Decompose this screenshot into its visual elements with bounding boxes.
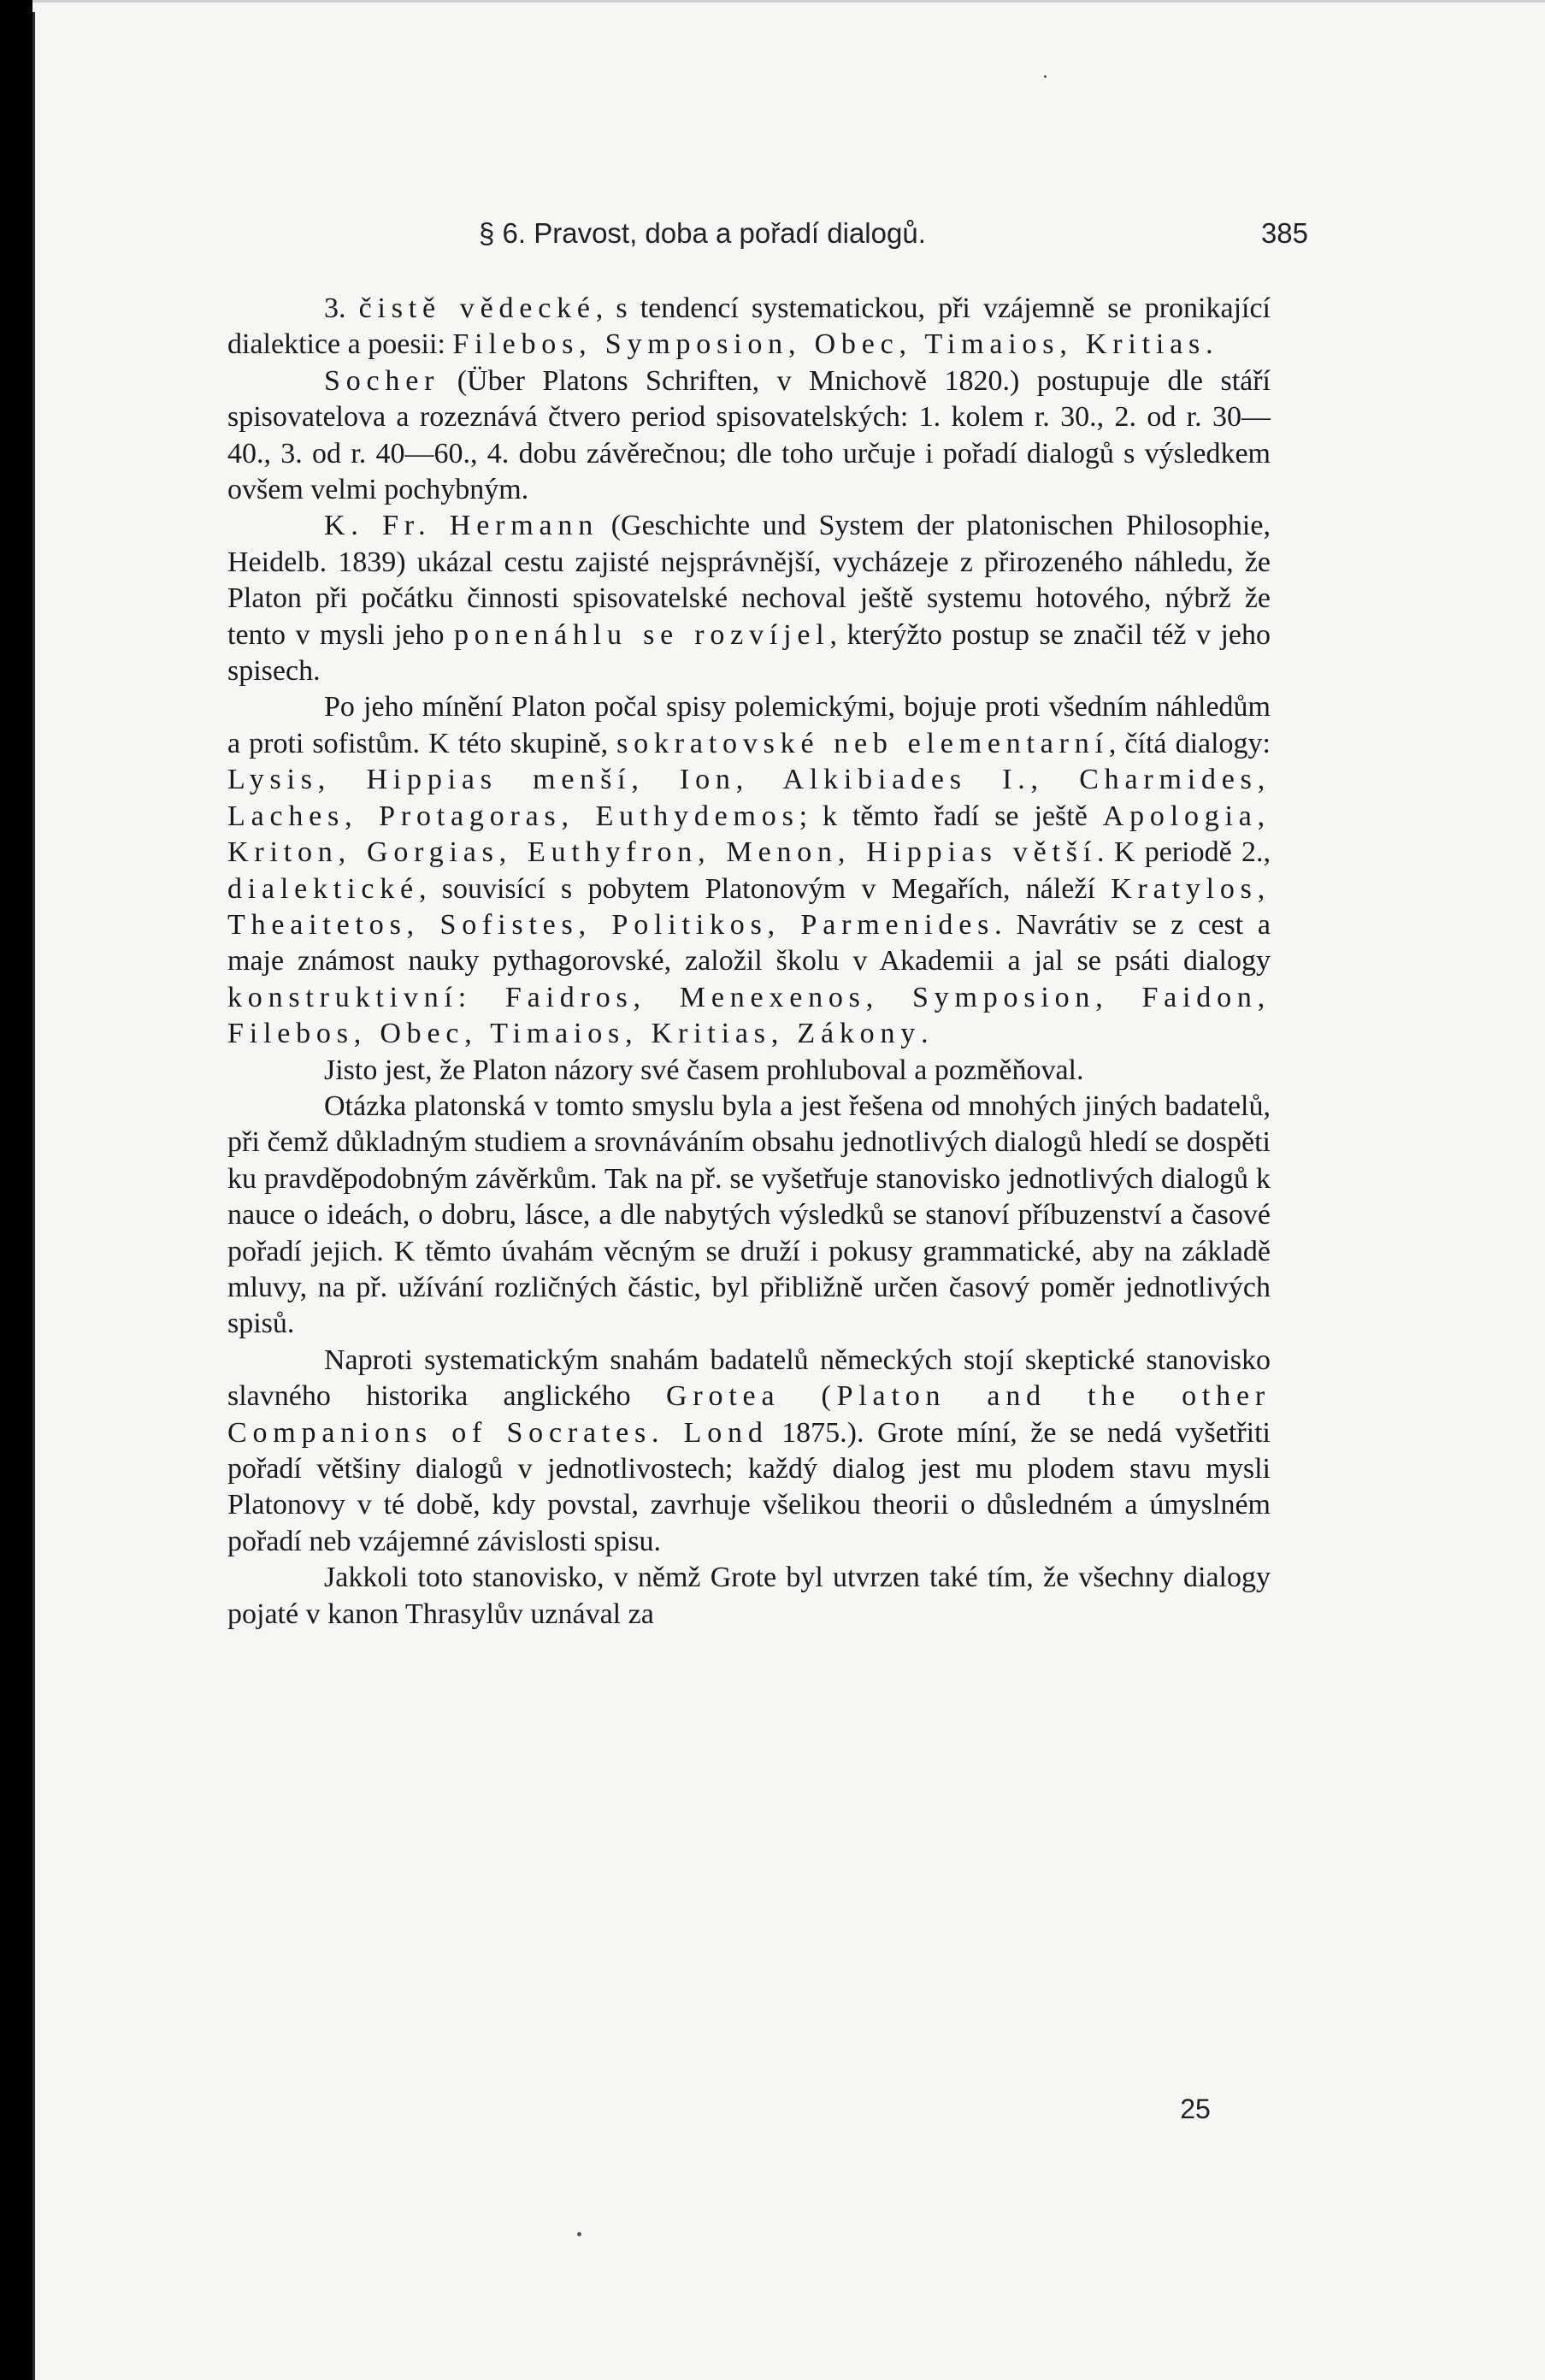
text-run: 3. bbox=[324, 292, 359, 324]
text-run: . bbox=[921, 1018, 929, 1050]
spaced-emphasis-text: Kratylos, Theaitetos, Sofistes, Politikos, Parmenides bbox=[227, 872, 1271, 941]
text-run: ; k těmto řadí se ještě bbox=[799, 800, 1103, 832]
running-header bbox=[479, 209, 1308, 260]
spaced-emphasis-text: čistě vědecké bbox=[358, 292, 596, 324]
spaced-emphasis-text: K. Fr. Hermann bbox=[324, 510, 599, 542]
page-number: 385 bbox=[1260, 217, 1308, 249]
paragraph bbox=[227, 1053, 1271, 1089]
spaced-emphasis-text: konstruktivní: Faidros, Menexenos, Symposion, Faidon, Filebos, Obec, Timaios, Kritias, Zákony bbox=[227, 981, 1271, 1050]
spaced-emphasis-text: Grotea (Platon and the other Companions of Socrates. Lond bbox=[227, 1380, 1271, 1449]
signature-mark: 25 bbox=[1180, 2094, 1211, 2124]
spaced-emphasis-text: Lysis, Hippias menší, Ion, Alkibiades I., Charmides, Laches, Protagoras, Euthydemos bbox=[227, 764, 1271, 832]
text-run: Jakkoli toto stanovisko, v němž Grote byl utvrzen také tím, že všechny dialogy pojaté v kanon Thrasylův uznával za bbox=[227, 1562, 1271, 1630]
text-run: Naproti systematickým snahám badatelů německých stojí skeptické stanovisko slavného historika anglického bbox=[227, 1344, 1271, 1413]
paragraph bbox=[227, 689, 1271, 1052]
text-run: (Geschichte und System der platonischen Philosophie, Heidelb. 1839) ukázal cestu zajisté nejsprávnější, vycházeje z přirozeného náhledu, že Platon při počátku činnosti spisovatelské nechoval ještě systemu hotového, nýbrž že tento v mysli jeho bbox=[227, 510, 1271, 651]
text-run: (Über Platons Schriften, v Mnichově 1820.) postupuje dle stáří spisovatelova a rozeznává čtvero period spisovatelských: 1. kolem r. 30., 2. od r. 30—40., 3. od r. 40—60., 4. dobu závěrečnou; dle toho určuje i pořadí dialogů s výsledkem ovšem velmi pochybným. bbox=[227, 364, 1271, 506]
spaced-emphasis-text: ponenáhlu se rozvíjel bbox=[453, 618, 830, 651]
spaced-emphasis-text: Apologia, Kriton, Gorgias, Euthyfron, Menon, Hippias větší bbox=[227, 800, 1271, 869]
paragraph bbox=[227, 508, 1271, 689]
body-text bbox=[227, 291, 1271, 1633]
header-title: § 6. Pravost, doba a pořadí dialogů. bbox=[479, 217, 926, 249]
spaced-emphasis-text: dialektické bbox=[227, 872, 419, 905]
text-run: , souvisící s pobytem Platonovým v Megařích, náleží bbox=[418, 872, 1112, 905]
text-run: , kterýžto postup se značil též v jeho spisech. bbox=[227, 618, 1271, 688]
text-run: 1875.). Grote míní, že se nedá vyšetřiti pořadí většiny dialogů v jednotlivostech; každý dialog jest mu plodem stavu mysli Platonovy v té době, kdy povstal, zavrhuje všelikou theorii o důsledném a úmyslném pořadí neb vzájemné závislosti spisu. bbox=[227, 1416, 1271, 1557]
text-run: , s tendencí systematickou, při vzájemně se pronikající dialektice a poesii: bbox=[227, 292, 1271, 361]
paragraph bbox=[227, 1089, 1271, 1343]
spaced-emphasis-text: sokratovské neb elementarní bbox=[616, 727, 1109, 759]
text-run: Jisto jest, že Platon názory své časem prohluboval a pozměňoval. bbox=[324, 1054, 1084, 1086]
text-run: . bbox=[1206, 328, 1213, 361]
text-run: . Navrátiv se z cest a maje známost nauky pythagorovské, založil školu v Akademii a jal se psáti dialogy bbox=[227, 908, 1271, 977]
spaced-emphasis-text: Filebos, Symposion, Obec, Timaios, Kritias bbox=[452, 328, 1206, 361]
spaced-emphasis-text: Socher bbox=[324, 364, 440, 397]
page-top-edge bbox=[32, 0, 1545, 3]
print-speck bbox=[577, 2232, 581, 2236]
text-run: Po jeho mínění Platon počal spisy polemickými, bojuje proti všedním náhledům a proti sofistům. K této skupině, bbox=[227, 691, 1271, 759]
text-run: , čítá dialogy: bbox=[1108, 727, 1271, 759]
paragraph bbox=[227, 363, 1271, 509]
paragraph bbox=[227, 1560, 1271, 1633]
text-run: Otázka platonská v tomto smyslu byla a jest řešena od mnohých jiných badatelů, při čemž důkladným studiem a srovnáváním obsahu jednotlivých dialogů hledí se dospěti ku pravděpodobným závěrkům. Tak na př. se vyšetřuje stanovisko jednotlivých dialogů k nauce o ideách, o dobru, lásce, a dle nabytých výsledků se stanoví příbuzenství a časové pořadí jejich. K těmto úvahám věcným se druží i pokusy grammatické, aby na základě mluvy, na př. užívání rozličných částic, byl přibližně určen časový poměr jednotlivých spisů. bbox=[227, 1090, 1271, 1340]
paragraph bbox=[227, 1343, 1271, 1560]
paragraph bbox=[227, 291, 1271, 363]
page-binding-edge bbox=[32, 12, 35, 2380]
book-page bbox=[32, 0, 1545, 2380]
text-run: . K periodě 2., bbox=[1097, 836, 1271, 869]
print-speck bbox=[1044, 75, 1047, 78]
